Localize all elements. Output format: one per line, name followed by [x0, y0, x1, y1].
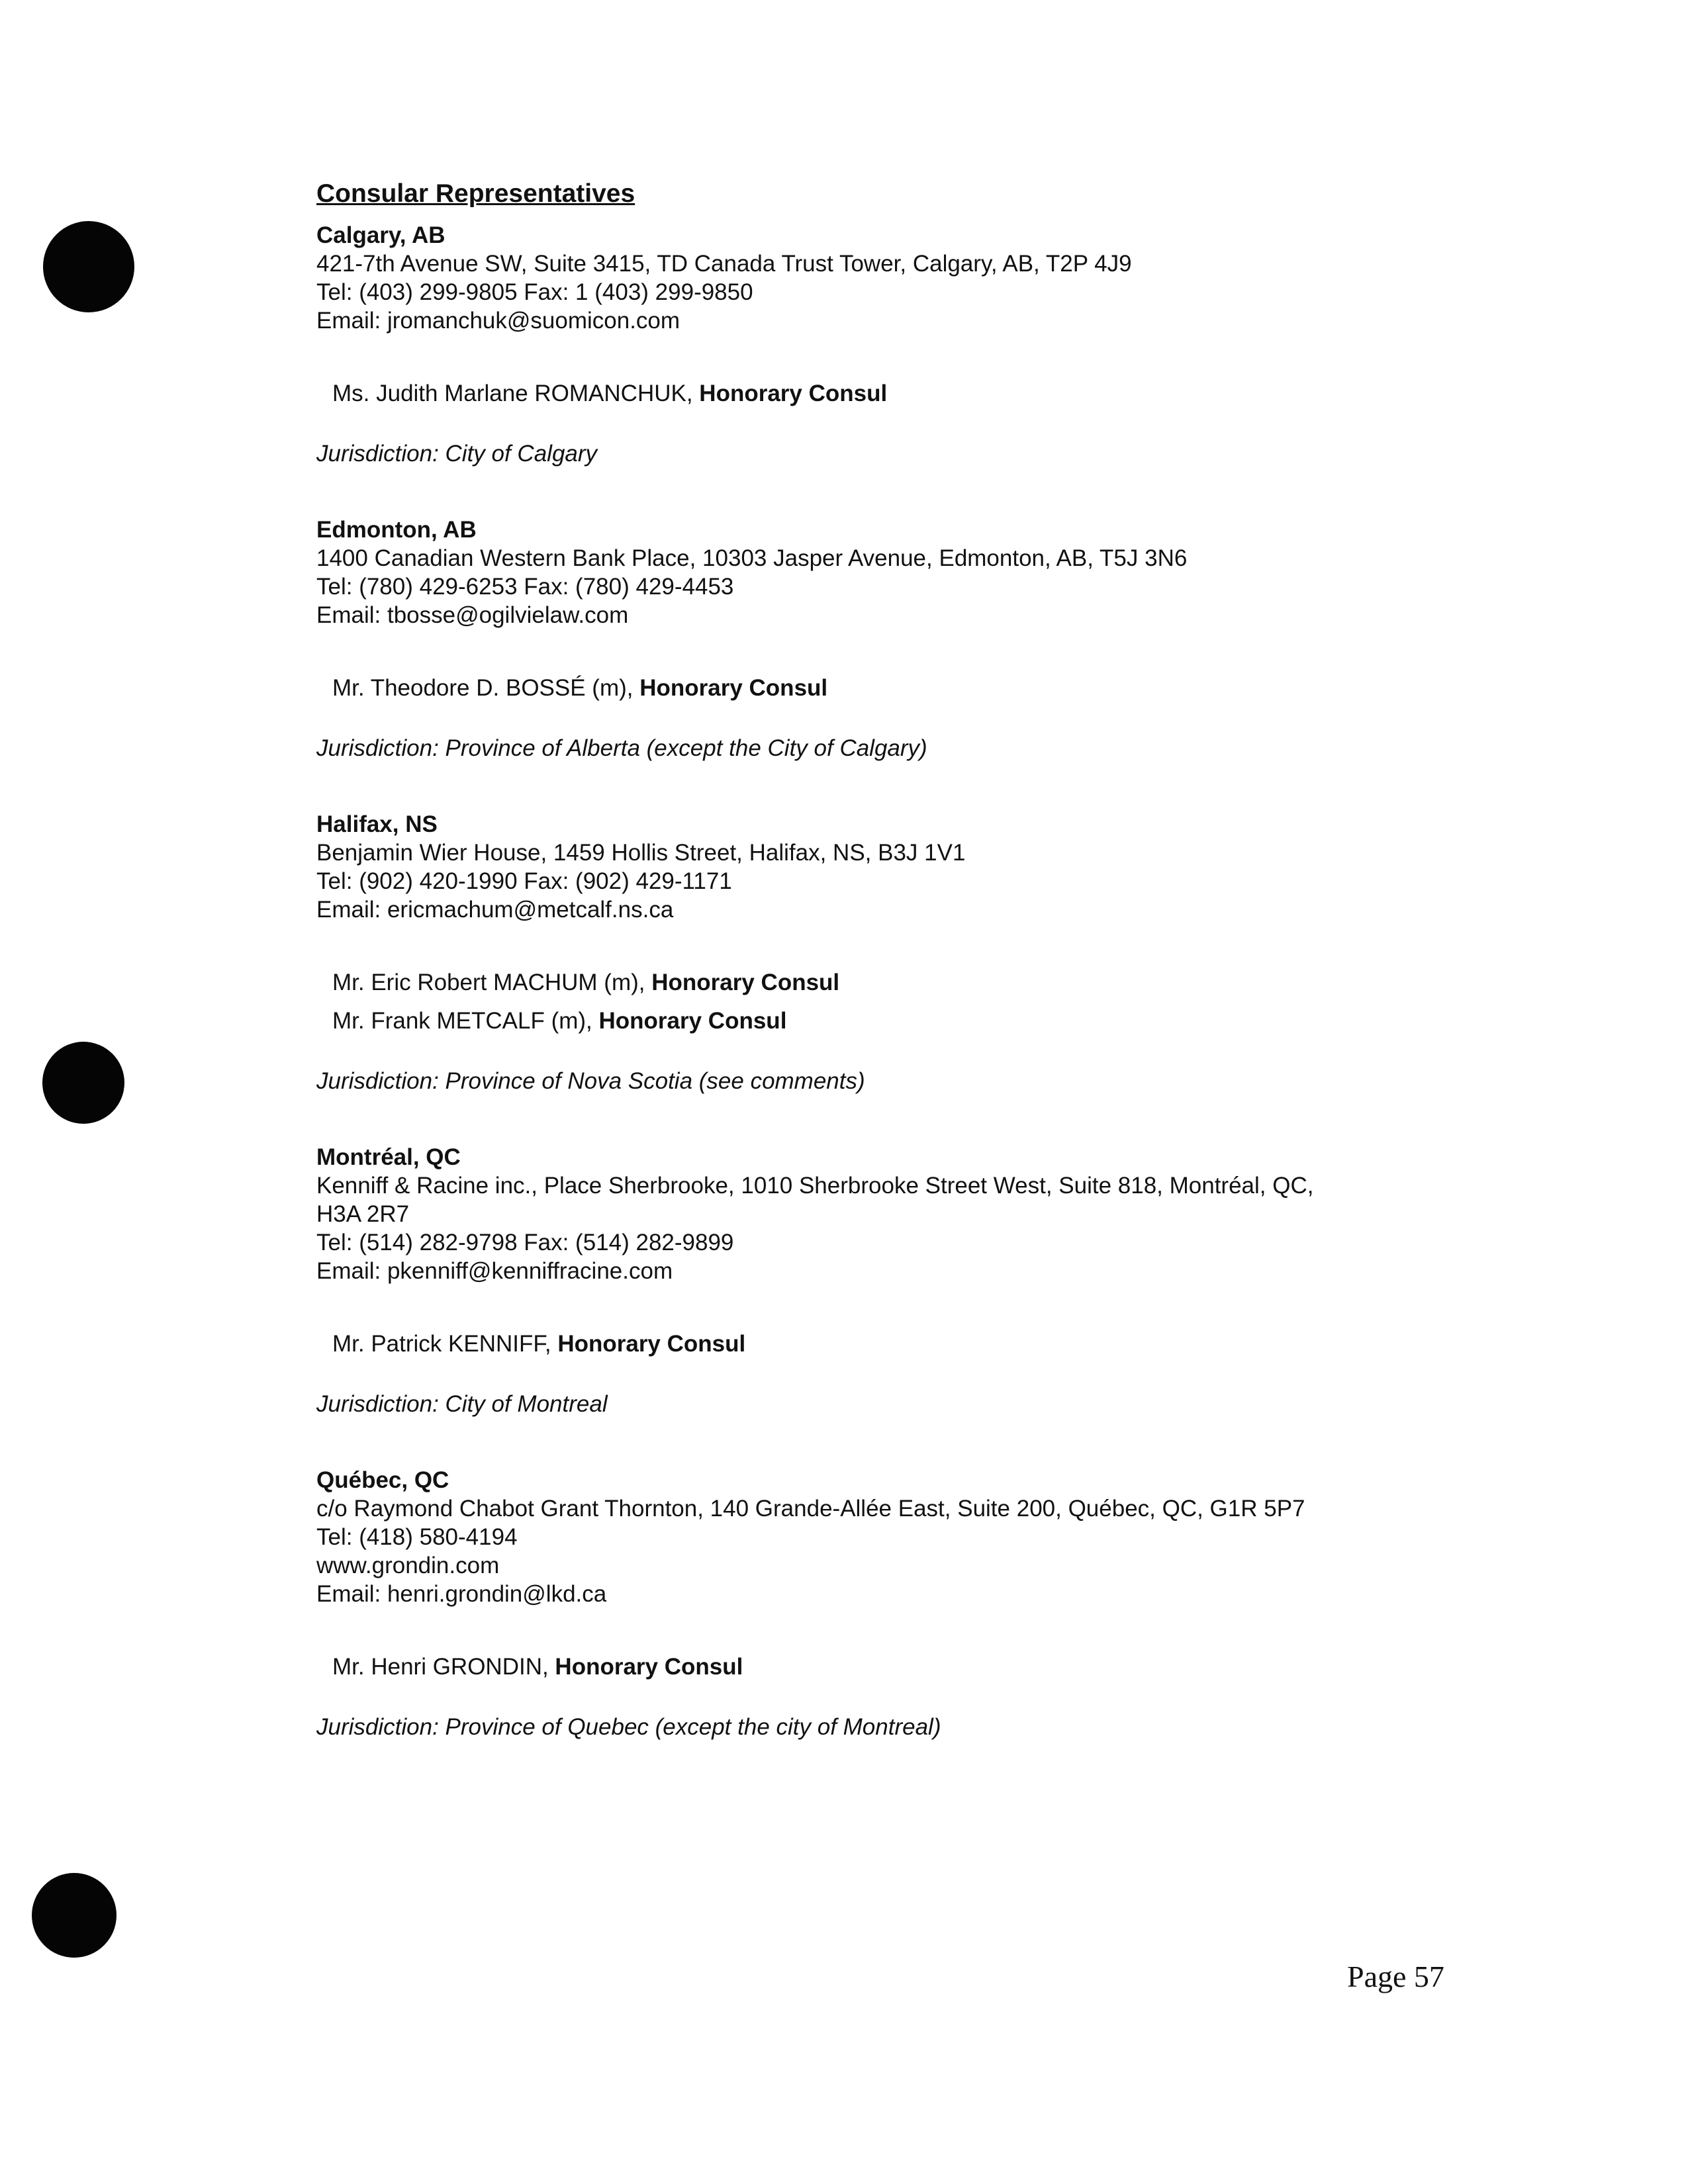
page-number: Page 57: [1347, 1960, 1444, 1993]
representative-list: [316, 669, 1508, 707]
consulate-city: Calgary, AB: [316, 222, 445, 248]
jurisdiction: Jurisdiction: City of Montreal: [316, 1391, 608, 1417]
representative-name: Mr. Patrick KENNIFF,: [332, 1331, 558, 1357]
representative-list: [316, 375, 1508, 413]
jurisdiction: Jurisdiction: City of Calgary: [316, 441, 598, 467]
representative-list: [316, 1325, 1508, 1363]
representative: [332, 964, 1508, 1002]
representative-title: Honorary Consul: [651, 970, 840, 995]
consulate-list: [316, 221, 1508, 1741]
consulate-entry: [316, 1466, 1508, 1741]
page-content: [316, 179, 1508, 1789]
section-heading: Consular Representatives: [316, 179, 635, 208]
representative-list: [316, 1648, 1508, 1686]
address-line: Email: pkenniff@kenniffracine.com: [316, 1258, 673, 1284]
representative-title: Honorary Consul: [639, 675, 828, 701]
representative-name: Mr. Eric Robert MACHUM (m),: [332, 970, 652, 995]
consulate-entry: [316, 221, 1508, 468]
jurisdiction: Jurisdiction: Province of Quebec (except the city of Montreal): [316, 1714, 941, 1740]
representative-name: Mr. Henri GRONDIN,: [332, 1654, 555, 1680]
punch-hole-middle: [42, 1042, 124, 1124]
consulate-entry: [316, 1143, 1508, 1418]
jurisdiction: Jurisdiction: Province of Nova Scotia (see comments): [316, 1068, 865, 1094]
address-line: Tel: (514) 282-9798 Fax: (514) 282-9899: [316, 1230, 734, 1255]
representative-title: Honorary Consul: [699, 381, 888, 406]
consulate-city: Edmonton, AB: [316, 517, 477, 543]
consulate-city: Québec, QC: [316, 1467, 449, 1493]
representative: [332, 1325, 1508, 1363]
jurisdiction: Jurisdiction: Province of Alberta (except the City of Calgary): [316, 735, 927, 761]
representative-name: Mr. Frank METCALF (m),: [332, 1008, 599, 1034]
address-line: Email: henri.grondin@lkd.ca: [316, 1581, 607, 1607]
address-line: c/o Raymond Chabot Grant Thornton, 140 Grande-Allée East, Suite 200, Québec, QC, G1R 5P7: [316, 1496, 1305, 1522]
representative: [332, 1002, 1508, 1040]
address-line: Tel: (418) 580-4194: [316, 1524, 518, 1550]
representative-title: Honorary Consul: [555, 1654, 743, 1680]
consulate-city: Montréal, QC: [316, 1144, 461, 1170]
representative-title: Honorary Consul: [557, 1331, 746, 1357]
consulate-city: Halifax, NS: [316, 811, 438, 837]
representative-list: [316, 964, 1508, 1040]
address-line: Benjamin Wier House, 1459 Hollis Street, Halifax, NS, B3J 1V1: [316, 840, 966, 866]
address-line: Tel: (902) 420-1990 Fax: (902) 429-1171: [316, 868, 732, 894]
consulate-entry: [316, 810, 1508, 1095]
representative: [332, 1648, 1508, 1686]
punch-hole-bottom: [32, 1873, 117, 1958]
representative: [332, 669, 1508, 707]
address-line: 1400 Canadian Western Bank Place, 10303 Jasper Avenue, Edmonton, AB, T5J 3N6: [316, 545, 1188, 571]
address-line: Email: ericmachum@metcalf.ns.ca: [316, 897, 674, 923]
address-line: Email: tbosse@ogilvielaw.com: [316, 602, 629, 628]
address-line: www.grondin.com: [316, 1553, 500, 1578]
address-line: H3A 2R7: [316, 1201, 410, 1227]
address-line: 421-7th Avenue SW, Suite 3415, TD Canada Trust Tower, Calgary, AB, T2P 4J9: [316, 251, 1132, 277]
representative: [332, 375, 1508, 413]
address-line: Tel: (403) 299-9805 Fax: 1 (403) 299-9850: [316, 279, 753, 305]
address-line: Tel: (780) 429-6253 Fax: (780) 429-4453: [316, 574, 734, 600]
consulate-entry: [316, 516, 1508, 762]
address-line: Email: jromanchuk@suomicon.com: [316, 308, 680, 334]
representative-title: Honorary Consul: [598, 1008, 787, 1034]
representative-name: Mr. Theodore D. BOSSÉ (m),: [332, 675, 640, 701]
address-line: Kenniff & Racine inc., Place Sherbrooke, 1010 Sherbrooke Street West, Suite 818, Montréal, QC,: [316, 1173, 1314, 1199]
representative-name: Ms. Judith Marlane ROMANCHUK,: [332, 381, 700, 406]
punch-hole-top: [43, 221, 134, 312]
